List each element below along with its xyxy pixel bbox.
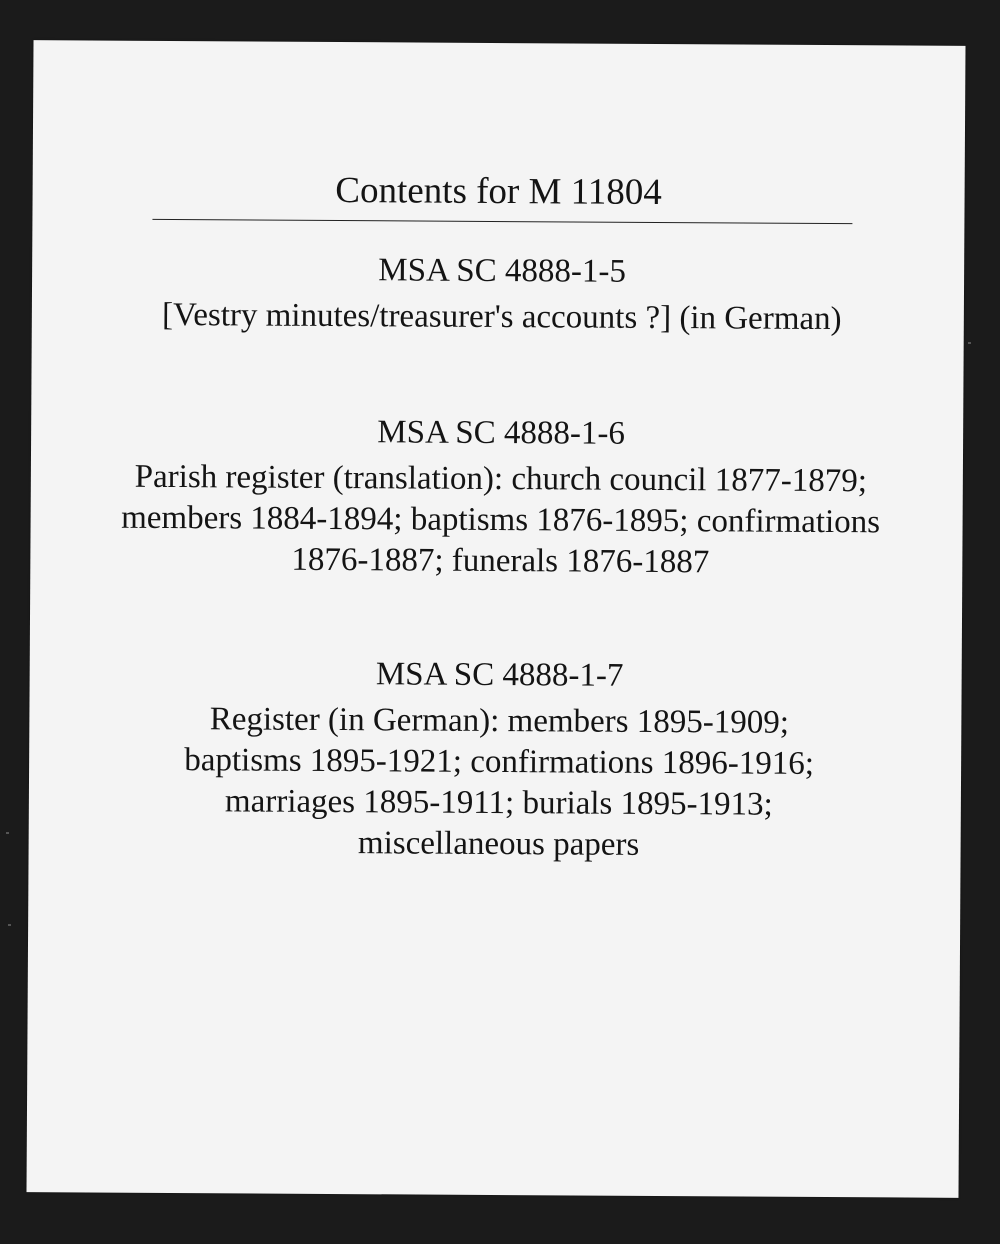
entry-msa-sc-4888-1-6 bbox=[121, 411, 881, 584]
entry-id: MSA SC 4888-1-7 bbox=[375, 656, 624, 694]
entry-id: MSA SC 4888-1-6 bbox=[377, 414, 626, 452]
entry-description: [Vestry minutes/treasurer's accounts ?] (in German) bbox=[162, 296, 842, 338]
title-underline bbox=[152, 219, 852, 224]
paper-sheet bbox=[26, 40, 965, 1198]
dust-speck bbox=[6, 832, 9, 834]
entry-description: Parish register (translation): church council 1877-1879; members 1884-1894; baptisms 1876-1895; confirmations 1876-1887; funerals 1876-1887 bbox=[121, 458, 881, 581]
dust-speck bbox=[968, 342, 971, 344]
entry-msa-sc-4888-1-5 bbox=[142, 249, 863, 340]
document-content bbox=[34, 40, 966, 863]
entry-description: Register (in German): members 1895-1909; baptisms 1895-1921; confirmations 1896-1916; marriages 1895-1911; burials 1895-1913; miscellaneous papers bbox=[184, 701, 815, 863]
dust-speck bbox=[8, 924, 11, 926]
entry-id: MSA SC 4888-1-5 bbox=[378, 252, 627, 290]
entry-msa-sc-4888-1-7 bbox=[139, 653, 860, 867]
document-title: Contents for M 11804 bbox=[335, 170, 662, 214]
